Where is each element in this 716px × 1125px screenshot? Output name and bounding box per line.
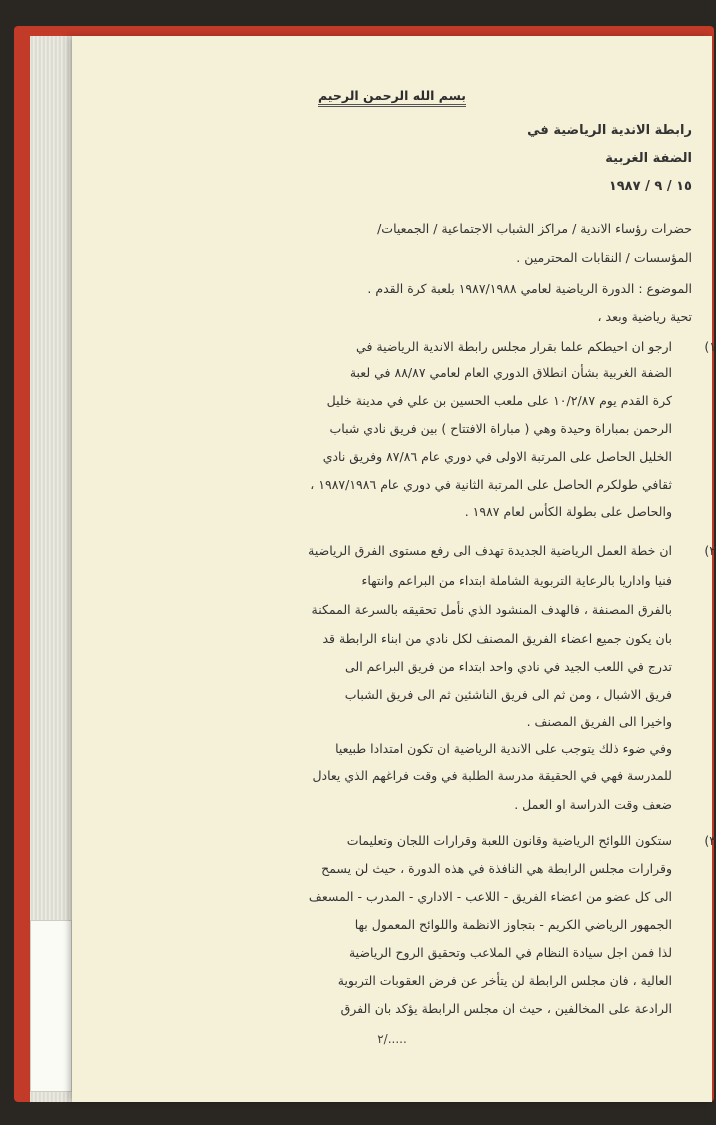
section-2-line: فريق الاشبال ، ومن ثم الى فريق الناشئين ثم الى فريق الشباب — [344, 687, 672, 702]
section-2-line: واخيرا الى الفريق المصنف . — [526, 714, 672, 729]
section-3-line: الرادعة على المخالفين ، حيث ان مجلس الرابطة يؤكد بان الفرق — [340, 1001, 672, 1016]
section-3-line: العالية ، فان مجلس الرابطة لن يتأخر عن فرض العقوبات التربوية — [337, 973, 672, 988]
document-page — [72, 36, 716, 1102]
letter-date: ١٥ / ٩ / ١٩٨٧ — [608, 179, 692, 194]
section-1-line: الضفة الغربية بشأن انطلاق الدوري العام لعامي ٨٨/٨٧ في لعبة — [349, 365, 672, 380]
subject-line: الموضوع : الدورة الرياضية لعامي ١٩٨٧/١٩٨٨ بلعبة كرة القدم . — [367, 281, 692, 296]
section-1-number: ١) — [704, 339, 716, 354]
greeting-line: تحية رياضية وبعد ، — [597, 309, 692, 324]
section-1-line: الخليل الحاصل على المرتبة الاولى في دوري عام ٨٧/٨٦ وفريق نادي — [322, 449, 672, 464]
section-3-line: الجمهور الرياضي الكريم - بتجاوز الانظمة واللوائح المعمول بها — [354, 917, 672, 932]
salutation-line-1: حضرات رؤساء الاندية / مراكز الشباب الاجتماعية / الجمعيات/ — [377, 221, 692, 236]
basmala-heading: بسم الله الرحمن الرحيم — [72, 88, 712, 103]
section-3-line: الى كل عضو من اعضاء الفريق - اللاعب - الاداري - المدرب - المسعف — [308, 889, 672, 904]
section-2-line: ضعف وقت الدراسة او العمل . — [514, 797, 672, 812]
section-2-number: ٢) — [704, 543, 716, 558]
section-2-line: للمدرسة فهي في الحقيقة مدرسة الطلبة في وقت فراغهم الذي يعادل — [312, 768, 672, 783]
section-2-line: ان خطة العمل الرياضية الجديدة تهدف الى رفع مستوى الفرق الرياضية — [308, 543, 672, 558]
binder-tab — [30, 920, 72, 1092]
section-1-line: كرة القدم يوم ١٠/٢/٨٧ على ملعب الحسين بن علي في مدينة خليل — [326, 393, 672, 408]
section-3-number: ٣) — [704, 833, 716, 848]
header-org-line-1: رابطة الاندية الرياضية في — [527, 123, 692, 138]
section-2-line: بالفرق المصنفة ، فالهدف المنشود الذي نأمل تحقيقه بالسرعة الممكنة — [311, 602, 672, 617]
salutation-line-2: المؤسسات / النقابات المحترمين . — [516, 250, 692, 265]
header-org-line-2: الضفة الغربية — [605, 151, 692, 166]
page-number: ٢/..... — [377, 1032, 407, 1046]
section-2-line: وفي ضوء ذلك يتوجب على الاندية الرياضية ان تكون امتدادا طبيعيا — [335, 741, 672, 756]
section-3-line: لذا فمن اجل سيادة النظام في الملاعب وتحقيق الروح الرياضية — [348, 945, 672, 960]
section-1-line: ثقافي طولكرم الحاصل على المرتبة الثانية في دوري عام ١٩٨٧/١٩٨٦ ، — [310, 477, 672, 492]
section-1-line: الرحمن بمباراة وحيدة وهي ( مباراة الافتتاح ) بين فريق نادي شباب — [329, 421, 672, 436]
section-2-line: فنيا واداريا بالرعاية التربوية الشاملة ابتداء من البراعم وانتهاء — [361, 573, 672, 588]
section-3-line: ستكون اللوائح الرياضية وقانون اللعبة وقرارات اللجان وتعليمات — [346, 833, 672, 848]
letter-body — [72, 36, 716, 1102]
section-2-line: بان يكون جميع اعضاء الفريق المصنف لكل نادي من ابناء الرابطة قد — [322, 631, 672, 646]
section-2-line: تدرج في اللعب الجيد في نادي واحد ابتداء من فريق البراعم الى — [344, 659, 672, 674]
section-3-line: وقرارات مجلس الرابطة هي النافذة في هذه الدورة ، حيث لن يسمح — [321, 861, 672, 876]
section-1-line: والحاصل على بطولة الكأس لعام ١٩٨٧ . — [464, 504, 672, 519]
section-1-line: ارجو ان احيطكم علما بقرار مجلس رابطة الاندية الرياضية في — [356, 339, 672, 354]
